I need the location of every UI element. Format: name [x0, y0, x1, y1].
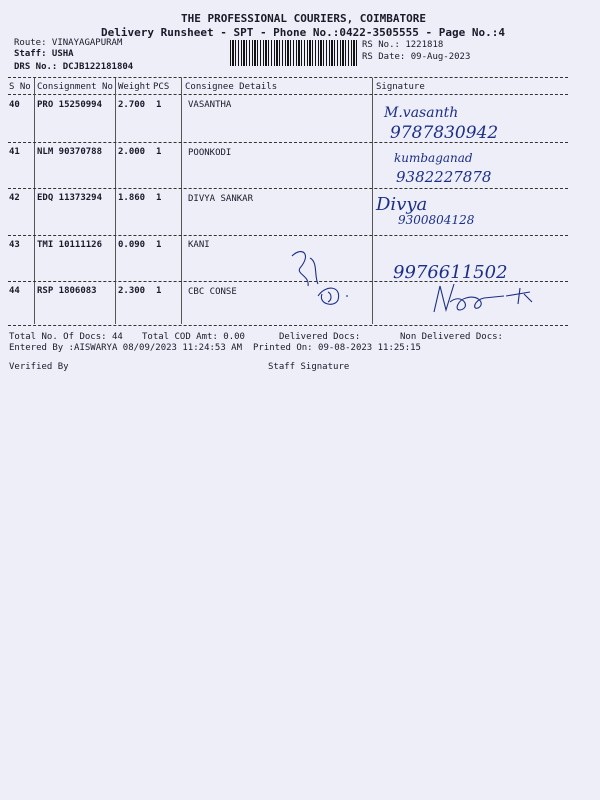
- row-consignment: PRO 15250994: [37, 100, 103, 110]
- svg-text:9976611502: 9976611502: [393, 262, 508, 283]
- company-title: THE PROFESSIONAL COURIERS, COIMBATORE: [181, 12, 427, 25]
- barcode: [230, 40, 358, 66]
- row-weight: 2.000: [118, 147, 146, 157]
- row-pcs: 1: [156, 193, 162, 203]
- signature-scribble: [432, 282, 542, 316]
- row-sno: 40: [9, 100, 20, 110]
- svg-text:kumbaganad: kumbaganad: [394, 151, 473, 165]
- col-header-pcs: PCS: [153, 82, 170, 92]
- col-header-consignment: Consignment No: [37, 82, 113, 92]
- row-sno: 41: [9, 147, 20, 157]
- column-separator: [181, 78, 182, 324]
- col-header-weight: Weight: [118, 82, 151, 92]
- total-cod: Total COD Amt: 0.00: [142, 332, 245, 342]
- rs-date: RS Date: 09-Aug-2023: [362, 52, 471, 62]
- row-consignee: KANI: [188, 240, 210, 250]
- row-weight: 2.300: [118, 286, 146, 296]
- row-sno: 43: [9, 240, 20, 250]
- total-docs: Total No. Of Docs: 44: [9, 332, 123, 342]
- signature-handwritten: [394, 150, 524, 186]
- col-header-sno: S No: [9, 82, 31, 92]
- row-consignee: POONKODI: [188, 148, 232, 158]
- divider: [8, 94, 568, 95]
- col-header-signature: Signature: [376, 82, 425, 92]
- signature-scribble: [288, 246, 358, 306]
- divider: [8, 77, 568, 78]
- staff-signature: Staff Signature: [268, 362, 350, 372]
- runsheet-subtitle: Delivery Runsheet - SPT - Phone No.:0422-3505555 - Page No.:4: [101, 26, 505, 39]
- row-consignment: TMI 10111126: [37, 240, 103, 250]
- signature-handwritten: [376, 194, 496, 228]
- drs-number: DRS No.: DCJB122181804: [14, 62, 134, 72]
- divider: [8, 235, 568, 236]
- row-pcs: 1: [156, 240, 162, 250]
- column-separator: [34, 78, 35, 324]
- staff-label: Staff: USHA: [14, 49, 74, 59]
- row-consignee: DIVYA SANKAR: [188, 194, 254, 204]
- row-weight: 2.700: [118, 100, 146, 110]
- row-weight: 0.090: [118, 240, 146, 250]
- row-sno: 44: [9, 286, 20, 296]
- verified-by: Verified By: [9, 362, 69, 372]
- signature-handwritten: [384, 104, 534, 144]
- row-consignment: RSP 1806083: [37, 286, 97, 296]
- svg-text:Divya: Divya: [376, 194, 428, 215]
- svg-text:9300804128: 9300804128: [398, 213, 475, 227]
- rs-number: RS No.: 1221818: [362, 40, 444, 50]
- row-weight: 1.860: [118, 193, 146, 203]
- row-pcs: 1: [156, 286, 162, 296]
- non-delivered-docs: Non Delivered Docs:: [400, 332, 503, 342]
- column-separator: [115, 78, 116, 324]
- divider: [8, 142, 568, 143]
- divider: [8, 325, 568, 326]
- svg-text:9787830942: 9787830942: [390, 123, 499, 143]
- divider: [8, 188, 568, 189]
- svg-text:M.vasanth: M.vasanth: [384, 105, 459, 121]
- row-consignment: EDQ 11373294: [37, 193, 103, 203]
- svg-text:9382227878: 9382227878: [396, 168, 492, 186]
- column-separator: [372, 78, 373, 324]
- row-pcs: 1: [156, 147, 162, 157]
- delivered-docs: Delivered Docs:: [279, 332, 361, 342]
- printed-on: Printed On: 09-08-2023 11:25:15: [253, 343, 421, 353]
- row-consignee: CBC CONSE: [188, 287, 237, 297]
- row-sno: 42: [9, 193, 20, 203]
- col-header-consignee: Consignee Details: [185, 82, 278, 92]
- row-consignment: NLM 90370788: [37, 147, 103, 157]
- row-consignee: VASANTHA: [188, 100, 232, 110]
- entered-by: Entered By :AISWARYA 08/09/2023 11:24:53 AM: [9, 343, 242, 353]
- route-label: Route: VINAYAGAPURAM: [14, 38, 123, 48]
- row-pcs: 1: [156, 100, 162, 110]
